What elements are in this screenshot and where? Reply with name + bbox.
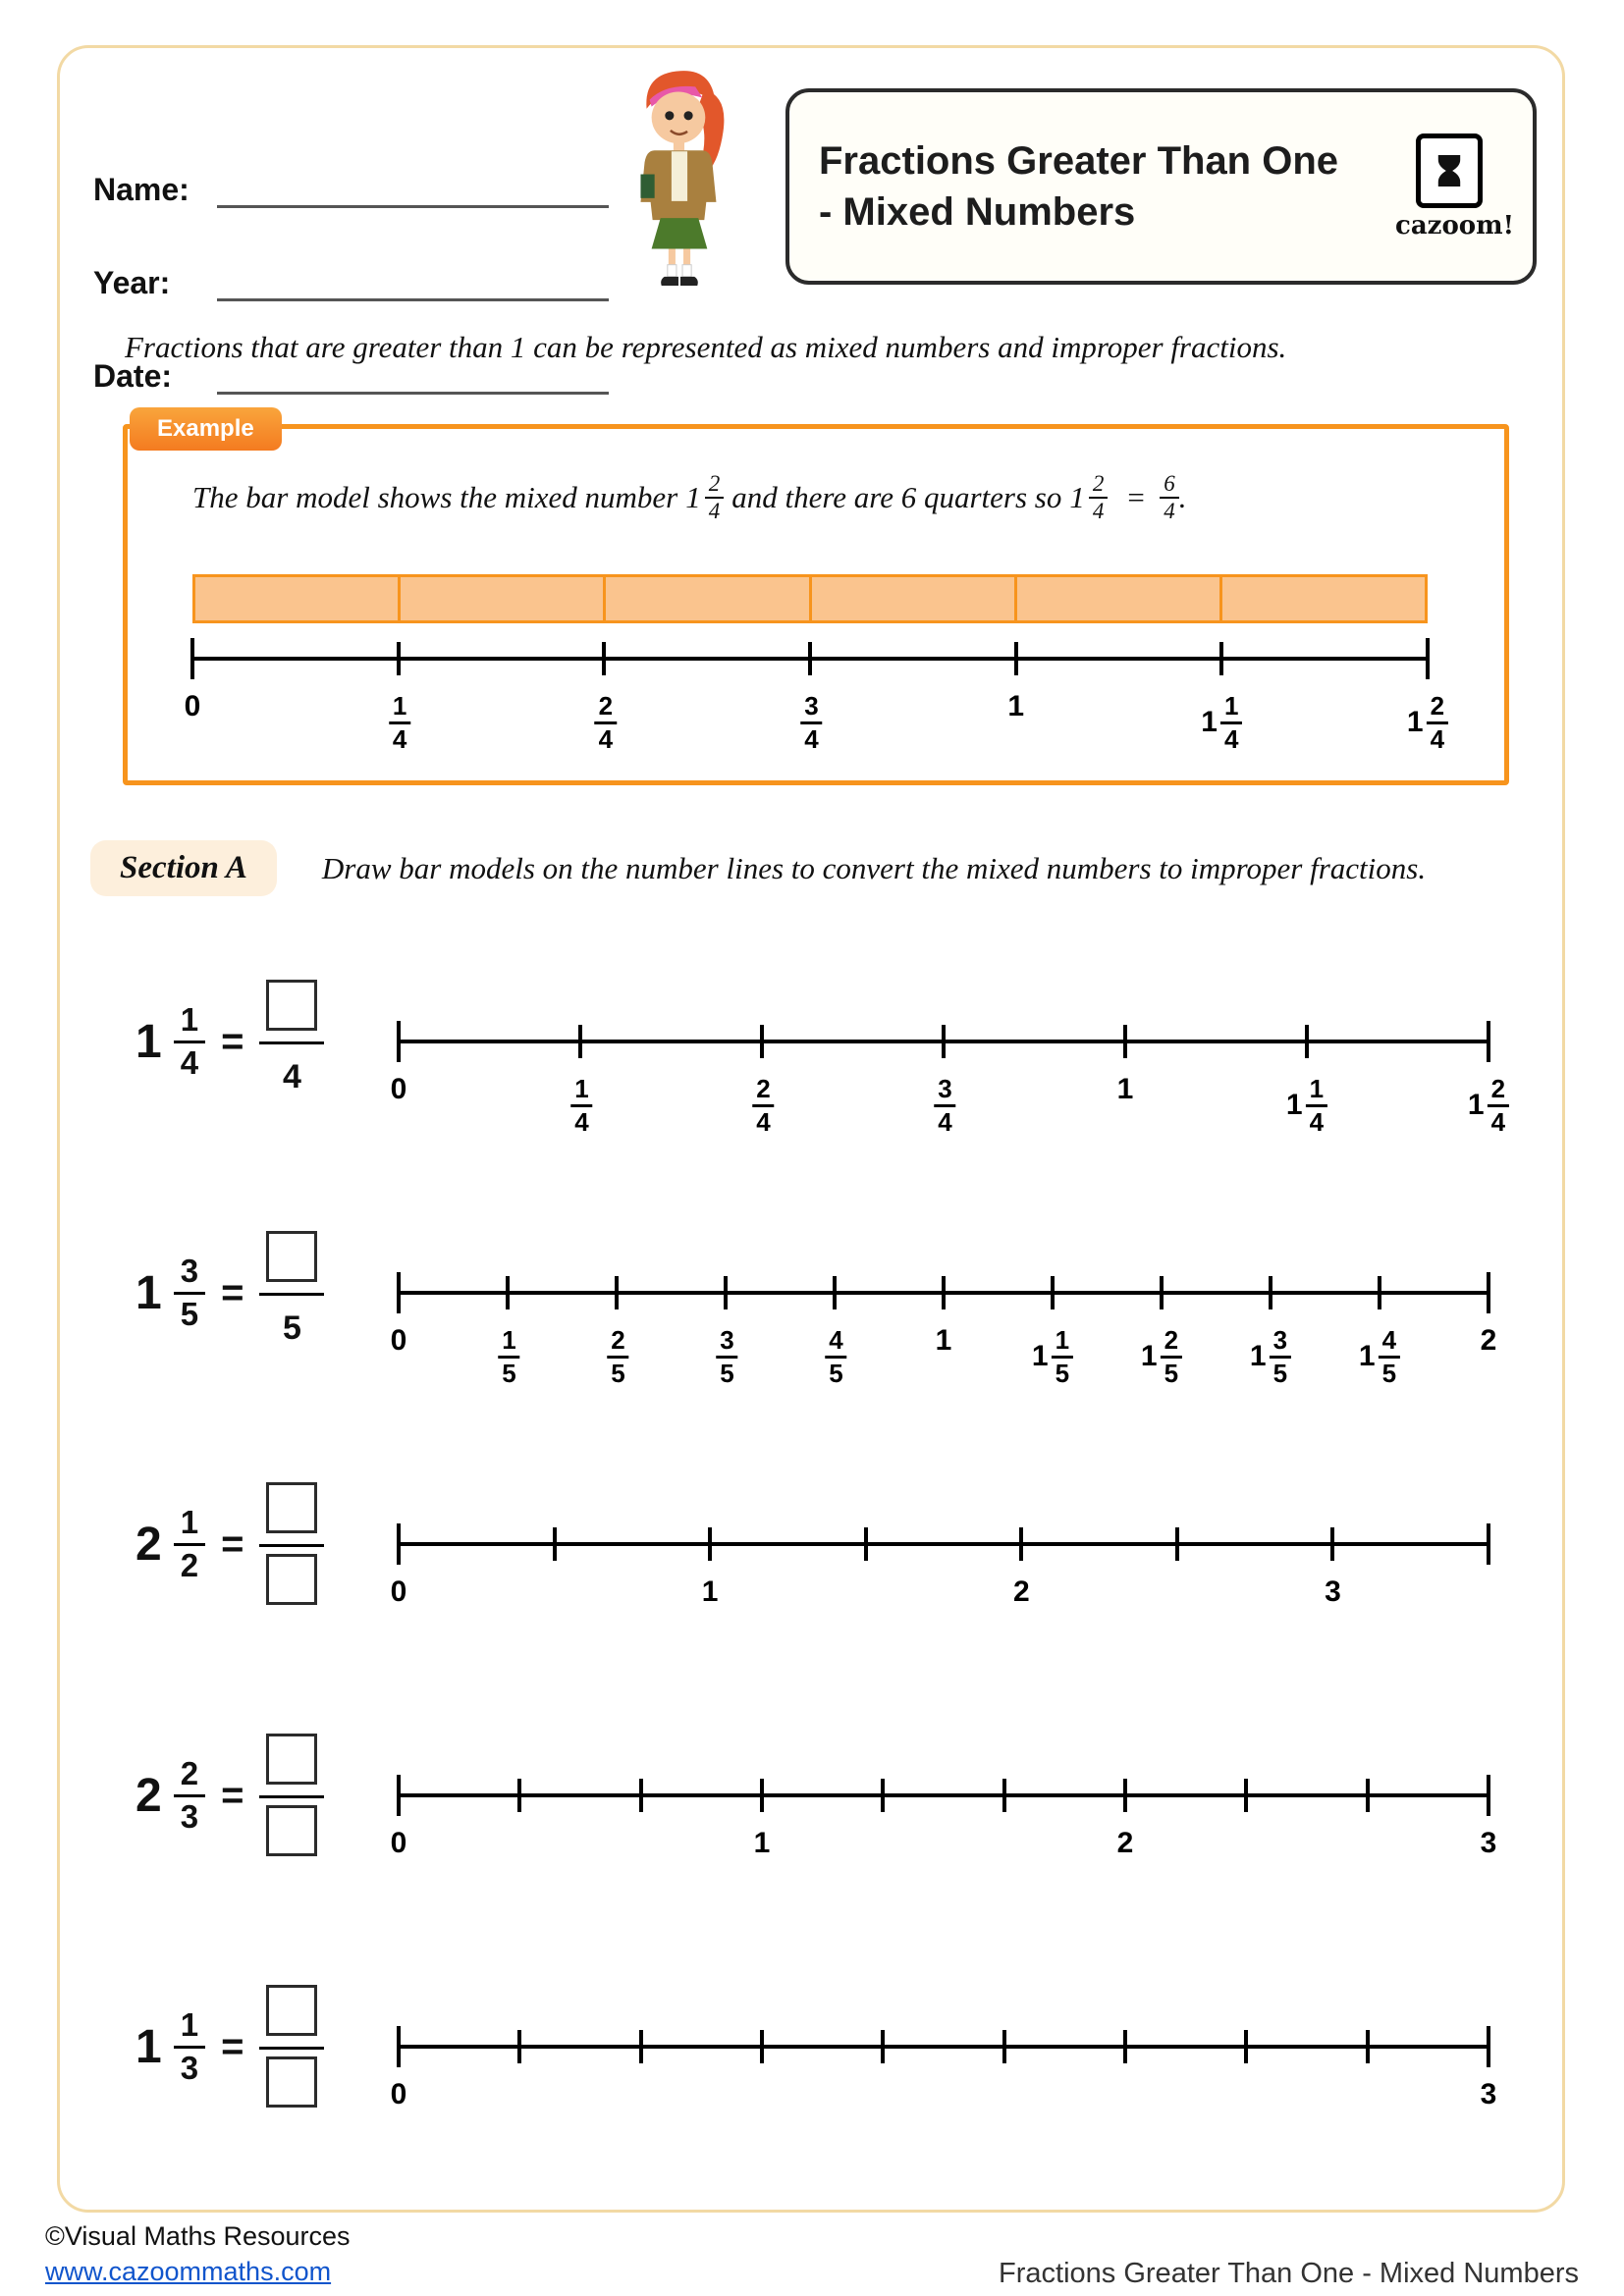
tick-label: 0 xyxy=(390,1575,407,1608)
footer-left xyxy=(45,2218,351,2290)
cazoom-logo-text: cazoom! xyxy=(1395,210,1515,240)
tick-mark xyxy=(1123,2030,1127,2063)
tick-label: 2 xyxy=(1480,1324,1497,1357)
tick-label: 1 $\frac{4}{5}$ xyxy=(1359,1326,1400,1387)
tick-label: 1 $\frac{1}{4}$ xyxy=(1201,692,1242,753)
footer-doc-title: Fractions Greater Than One - Mixed Numbers xyxy=(999,2257,1579,2289)
tick-label: 0 xyxy=(390,1073,407,1105)
example-mixed-number-1 xyxy=(685,472,724,523)
tick-mark xyxy=(1160,1276,1164,1309)
answer-numerator-box[interactable] xyxy=(266,1482,317,1533)
example-improper-fraction xyxy=(1160,472,1179,523)
tick-mark xyxy=(760,2030,764,2063)
page-title-line1: Fractions Greater Than One xyxy=(819,139,1339,183)
mascot-girl-icon xyxy=(617,55,746,289)
tick-mark xyxy=(397,2026,401,2067)
tick-label: $\frac{1}{5}$ xyxy=(495,1326,519,1387)
problem-numberline xyxy=(390,1228,1497,1424)
tick-mark xyxy=(1002,2030,1006,2063)
mascot-girl-image xyxy=(617,55,746,294)
mixed-number-whole: 2 xyxy=(135,1518,162,1571)
problem-numberline xyxy=(390,1731,1497,1927)
tick-mark xyxy=(615,1276,619,1309)
example-m1-fraction xyxy=(705,472,725,523)
tick-mark xyxy=(942,1276,946,1309)
problem-row xyxy=(0,1982,1624,2233)
header-fields xyxy=(93,147,609,427)
year-field-line[interactable] xyxy=(217,259,609,301)
example-numberline xyxy=(184,594,1445,780)
mixed-number-fraction: $\frac{1}{4}$ xyxy=(174,1002,205,1081)
tick-mark xyxy=(397,642,401,675)
page-title-line2: - Mixed Numbers xyxy=(819,190,1136,234)
problem-row xyxy=(0,1228,1624,1479)
tick-mark xyxy=(708,1527,712,1561)
example-f3-numerator: 6 xyxy=(1160,472,1179,499)
name-field-label: Name: xyxy=(93,172,189,207)
tick-mark xyxy=(1175,1527,1179,1561)
problem-numberline xyxy=(390,977,1506,1173)
example-m1-denominator: 4 xyxy=(708,499,721,524)
problem-row xyxy=(0,1479,1624,1731)
mixed-number-fraction: $\frac{2}{3}$ xyxy=(174,1756,205,1835)
tick-mark xyxy=(602,642,606,675)
tick-mark xyxy=(833,1276,837,1309)
answer-numerator-box[interactable] xyxy=(266,1734,317,1785)
example-f3-denominator: 4 xyxy=(1164,499,1175,524)
date-field-label: Date: xyxy=(93,358,173,394)
tick-mark xyxy=(1002,1779,1006,1812)
name-field-line[interactable] xyxy=(217,166,609,208)
tick-mark xyxy=(864,1527,868,1561)
example-m2-denominator: 4 xyxy=(1092,499,1105,524)
equals-sign: = xyxy=(221,1773,244,1817)
tick-mark xyxy=(1019,1527,1023,1561)
section-a-row xyxy=(90,840,1426,896)
tick-label: 3 xyxy=(1480,1827,1497,1859)
tick-label: 3 xyxy=(1480,2078,1497,2110)
problem-numberline xyxy=(390,1479,1489,1676)
tick-label: 1 $\frac{1}{4}$ xyxy=(1286,1075,1327,1136)
answer-denominator-box[interactable] xyxy=(266,2056,317,2108)
equals-sign: = xyxy=(221,2024,244,2068)
tick-mark xyxy=(881,1779,885,1812)
answer-denominator-box[interactable] xyxy=(266,1554,317,1605)
tick-label: $\frac{3}{4}$ xyxy=(931,1075,955,1136)
tick-label: $\frac{2}{5}$ xyxy=(604,1326,628,1387)
tick-mark xyxy=(639,2030,643,2063)
cazoom-logo xyxy=(1395,133,1515,240)
equals-sign: = xyxy=(221,1270,244,1314)
answer-fraction xyxy=(259,980,324,1103)
tick-label: 2 xyxy=(1116,1827,1134,1859)
answer-denominator-box[interactable] xyxy=(266,1805,317,1856)
tick-label: 0 xyxy=(184,690,201,722)
tick-mark xyxy=(190,638,194,679)
page-title xyxy=(819,135,1395,238)
answer-fraction xyxy=(259,1985,324,2109)
example-text-part1: The bar model shows the mixed number xyxy=(192,480,678,515)
answer-fraction xyxy=(259,1231,324,1355)
tick-label: 2 xyxy=(1012,1575,1030,1608)
tick-label: $\frac{1}{4}$ xyxy=(386,692,410,753)
tick-mark xyxy=(942,1025,946,1058)
tick-mark xyxy=(1244,1779,1248,1812)
tick-label: 1 $\frac{3}{5}$ xyxy=(1250,1326,1291,1387)
example-m2-numerator: 2 xyxy=(1089,472,1109,499)
example-m1-whole: 1 xyxy=(685,480,701,515)
mixed-number-fraction: $\frac{1}{3}$ xyxy=(174,2007,205,2086)
example-tab: Example xyxy=(130,407,282,451)
example-equals-sign: = xyxy=(1125,480,1147,515)
answer-fraction xyxy=(259,1734,324,1857)
problems-list xyxy=(0,977,1624,2233)
problem-expression xyxy=(135,1479,324,1609)
problem-numberline xyxy=(390,1982,1497,2178)
example-period: . xyxy=(1178,480,1187,515)
mixed-number-whole: 1 xyxy=(135,2020,162,2073)
tick-mark xyxy=(1487,2026,1490,2067)
tick-label: 0 xyxy=(390,2078,407,2110)
answer-fraction xyxy=(259,1482,324,1606)
tick-mark xyxy=(1487,1523,1490,1565)
tick-mark xyxy=(881,2030,885,2063)
answer-numerator-box[interactable] xyxy=(266,1985,317,2036)
example-text xyxy=(192,472,1187,523)
problem-row xyxy=(0,977,1624,1228)
section-a-badge: Section A xyxy=(90,840,277,896)
answer-denominator: 5 xyxy=(282,1308,301,1347)
answer-numerator-box[interactable] xyxy=(266,1231,317,1282)
tick-mark xyxy=(760,1779,764,1812)
cazoom-website-link[interactable]: www.cazoommaths.com xyxy=(45,2257,332,2287)
problem-expression xyxy=(135,1228,324,1358)
example-m1-numerator: 2 xyxy=(705,472,725,499)
tick-mark xyxy=(1487,1272,1490,1313)
tick-mark xyxy=(760,1025,764,1058)
tick-label: 0 xyxy=(390,1324,407,1357)
tick-mark xyxy=(506,1276,510,1309)
tick-mark xyxy=(1366,2030,1370,2063)
tick-mark xyxy=(1219,642,1223,675)
problem-row xyxy=(0,1731,1624,1982)
tick-mark xyxy=(1123,1779,1127,1812)
tick-label: $\frac{2}{4}$ xyxy=(749,1075,774,1136)
tick-label: $\frac{2}{4}$ xyxy=(592,692,617,753)
tick-label: $\frac{1}{4}$ xyxy=(568,1075,592,1136)
copyright-text: ©Visual Maths Resources xyxy=(45,2221,351,2251)
problem-expression xyxy=(135,1731,324,1860)
field-row-name xyxy=(93,147,609,208)
tick-mark xyxy=(1487,1775,1490,1816)
tick-mark xyxy=(1123,1025,1127,1058)
tick-mark xyxy=(553,1527,557,1561)
intro-text: Fractions that are greater than 1 can be represented as mixed numbers and improper fractions. xyxy=(125,330,1287,364)
tick-label: 1 $\frac{1}{5}$ xyxy=(1032,1326,1073,1387)
tick-mark xyxy=(397,1021,401,1062)
footer xyxy=(45,2218,1579,2290)
tick-mark xyxy=(1269,1276,1272,1309)
tick-label: $\frac{3}{5}$ xyxy=(713,1326,737,1387)
section-a-instruction: Draw bar models on the number lines to convert the mixed numbers to improper fractions. xyxy=(321,850,1427,885)
tick-label: 1 xyxy=(935,1324,952,1357)
example-m2-whole: 1 xyxy=(1069,480,1085,515)
tick-label: $\frac{3}{4}$ xyxy=(797,692,822,753)
mixed-number-fraction: $\frac{1}{2}$ xyxy=(174,1505,205,1583)
tick-mark xyxy=(1305,1025,1309,1058)
tick-mark xyxy=(1366,1779,1370,1812)
tick-label: 1 $\frac{2}{4}$ xyxy=(1407,692,1448,753)
mixed-number-fraction: $\frac{3}{5}$ xyxy=(174,1254,205,1332)
tick-mark xyxy=(1014,642,1018,675)
tick-label: 1 xyxy=(1007,690,1024,722)
tick-mark xyxy=(724,1276,728,1309)
example-text-part2: and there are 6 quarters so xyxy=(731,480,1062,515)
example-box xyxy=(123,415,1509,785)
title-box xyxy=(785,88,1537,285)
tick-mark xyxy=(397,1523,401,1565)
tick-label: 1 xyxy=(1116,1073,1134,1105)
mixed-number-whole: 2 xyxy=(135,1769,162,1822)
year-field-label: Year: xyxy=(93,265,171,300)
numberline-line xyxy=(399,2045,1489,2049)
tick-mark xyxy=(1244,2030,1248,2063)
numberline-line xyxy=(399,1793,1489,1797)
tick-label: $\frac{4}{5}$ xyxy=(822,1326,846,1387)
tick-mark xyxy=(397,1272,401,1313)
tick-label: 1 xyxy=(701,1575,719,1608)
tick-mark xyxy=(1330,1527,1334,1561)
example-mixed-number-2 xyxy=(1069,472,1108,523)
equals-sign: = xyxy=(221,1019,244,1063)
tick-label: 1 xyxy=(753,1827,771,1859)
cazoom-logo-icon xyxy=(1416,133,1483,208)
tick-label: 1 $\frac{2}{5}$ xyxy=(1141,1326,1182,1387)
tick-label: 1 $\frac{2}{4}$ xyxy=(1468,1075,1509,1136)
numberline-line xyxy=(399,1542,1489,1546)
tick-mark xyxy=(1378,1276,1381,1309)
tick-mark xyxy=(578,1025,582,1058)
equals-sign: = xyxy=(221,1522,244,1566)
tick-mark xyxy=(1051,1276,1055,1309)
answer-numerator-box[interactable] xyxy=(266,980,317,1031)
mixed-number-whole: 1 xyxy=(135,1015,162,1068)
tick-mark xyxy=(517,1779,521,1812)
mixed-number-whole: 1 xyxy=(135,1266,162,1319)
tick-mark xyxy=(1487,1021,1490,1062)
field-row-year xyxy=(93,240,609,301)
tick-label: 0 xyxy=(390,1827,407,1859)
tick-mark xyxy=(808,642,812,675)
tick-mark xyxy=(1426,638,1430,679)
problem-expression xyxy=(135,1982,324,2111)
problem-expression xyxy=(135,977,324,1106)
answer-denominator: 4 xyxy=(282,1057,301,1095)
tick-mark xyxy=(639,1779,643,1812)
tick-label: 3 xyxy=(1325,1575,1341,1608)
tick-mark xyxy=(517,2030,521,2063)
tick-mark xyxy=(397,1775,401,1816)
example-m2-fraction xyxy=(1089,472,1109,523)
